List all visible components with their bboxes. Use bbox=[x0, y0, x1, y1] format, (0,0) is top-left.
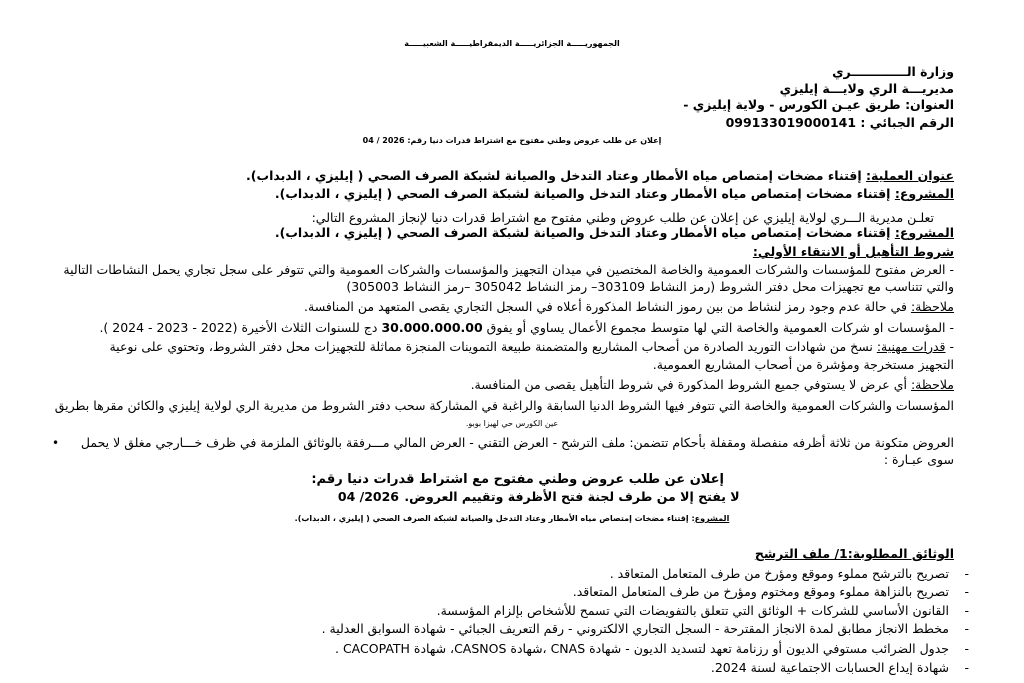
republic-title: الجمهوريـــــة الجزائريـــــة الديمقراطيـــــة الشعبيـــــة bbox=[404, 39, 620, 48]
operation-line bbox=[246, 168, 954, 183]
document-item: - تصريح بالترشح مملوء وموقع ومؤرخ من طرف المتعامل المتعاقد . bbox=[610, 566, 949, 581]
professional-line-2: التجهيز مستخرجة ومؤشرة من أصحاب المشاريع العمومية. bbox=[652, 357, 954, 372]
directorate-name: مديريـــة الري ولايـــة إيليزي bbox=[779, 81, 954, 96]
tax-id-label: الرقم الجبائي : bbox=[860, 115, 954, 130]
project-value-1: إقتناء مضخات إمتصاص مياه الأمطار وعتاد التدخل والصيانة لشبكة الصرف الصحي ( إيليزي ، الدبداب). bbox=[274, 186, 891, 201]
finance-amount: 30.000.000.00 bbox=[381, 320, 483, 335]
finance-text-a: المؤسسات او شركات العمومية والخاصة التي لها متوسط مجموع الأعمال يساوي أو يفوق bbox=[486, 320, 946, 335]
tax-id-line bbox=[726, 115, 954, 130]
documents-heading: الوثائق المطلوبة:1/ ملف الترشح bbox=[754, 546, 954, 561]
project-line-1 bbox=[275, 186, 954, 201]
envelope-title-text: إعلان عن طلب عروض وطني مفتوح مع اشتراط قدرات دنيا رقم: bbox=[311, 472, 724, 487]
announcement-title-text: إعلان عن طلب عروض وطني مفتوح مع اشتراط قدرات دنيا رقم: bbox=[407, 136, 662, 145]
project-line-2 bbox=[275, 225, 954, 240]
document-item: - جدول الضرائب مستوفي الديون أو رزنامة تعهد لتسديد الديون - شهادة CNAS ،شهادة CASNOS، شهادة CACOPATH . bbox=[335, 641, 949, 656]
document-item: - مخطط الانجاز مطابق لمدة الانجاز المقترحة - السجل التجاري الالكتروني - رقم التعريف الجبائي - شهادة السوابق العدلية . bbox=[322, 621, 949, 636]
qualification-line-1-text: العرض مفتوح للمؤسسات والشركات العمومية والخاصة المختصين في ميدان التجهيز والمؤسسات والشركات العمومية والتي تتوفر على سجل تجاري يحمل النشاطات التالية bbox=[63, 262, 946, 277]
note-1-label: ملاحظة: bbox=[910, 299, 954, 314]
operation-label: عنوان العملية: bbox=[866, 168, 954, 183]
intro-text: تعلـن مديرية الـــري لولاية إيليزي عن إعلان عن طلب عروض وطني مفتوح مع اشتراط قدرات دنيا لإنجاز المشروع التالي: bbox=[311, 210, 934, 225]
offers-line-1: العروض متكونة من ثلاثة أظرفه منفصلة ومقفلة بأحكام تتضمن: ملف الترشح - العرض التقني - العرض المالي مـــرفقة بالوثائق الملزمة في ظرف خـــارجي مغلق لا يحمل bbox=[80, 435, 954, 450]
finance-line: - المؤسسات او شركات العمومية والخاصة التي لها متوسط مجموع الأعمال يساوي أو يفوق 30.000.000.00 دج للسنوات الثلاث الأخيرة (2022 - 2023 - 2024 ). bbox=[99, 320, 954, 335]
note-1 bbox=[304, 299, 954, 314]
envelope-project-value: : إقتناء مضخات إمتصاص مياه الأمطار وعتاد التدخل والصيانة لشبكة الصرف الصحي ( إيليزي ، الدبداب). bbox=[294, 514, 695, 523]
announcement-title bbox=[0, 133, 1024, 148]
document-item: - القانون الأساسي للشركات + الوثائق التي تتعلق بالتفويضات التي تسمح للأشخاص بإلزام المؤسسة. bbox=[437, 603, 949, 618]
professional-text-1: نسخ من شهادات التوريد الصادرة من أصحاب المشاريع والمتضمنة طبيعة التموينات المنجزة مماثلة للتجهيزات محل دفتر الشروط، وتحتوي على نوعية bbox=[109, 339, 873, 354]
document-item: - شهادة إيداع الحسابات الاجتماعية لسنة 2024. bbox=[711, 660, 949, 675]
envelope-project-label: المشروع bbox=[694, 514, 730, 523]
tax-id-value: 099133019000141 bbox=[725, 115, 857, 130]
note-2-label: ملاحظة: bbox=[910, 377, 954, 392]
withdrawal-line-1: المؤسسات والشركات العمومية والخاصة التي تتوفر فيها الشروط الدنيا السابقة والراغبة في المشاركة سحب دفتر الشروط من مديرية الري لولاية إيليزي والكائن مقرها بطريق bbox=[54, 398, 954, 413]
envelope-title bbox=[311, 472, 724, 487]
address-value: طريق عيـن الكورس - ولاية إيليزي - bbox=[683, 97, 901, 112]
professional-line-1: - قدرات مهنية: نسخ من شهادات التوريد الصادرة من أصحاب المشاريع والمتضمنة طبيعة التموينات المنجزة مماثلة للتجهيزات محل دفتر الشروط، وتحتوي على نوعية bbox=[109, 339, 954, 354]
address-label: العنوان: bbox=[905, 97, 954, 112]
qualification-line-2: والتي تتناسب مع تجهيزات محل دفتر الشروط (رمز النشاط 303109– رمز النشاط 305042 –رمز النشاط 305003) bbox=[346, 279, 954, 294]
address-line bbox=[683, 97, 954, 112]
project-label-1: المشروع: bbox=[894, 186, 954, 201]
announcement-number: 2026 / 04 bbox=[362, 136, 405, 145]
note-2 bbox=[471, 377, 954, 392]
offers-line-2: سوى عبـارة : bbox=[883, 452, 954, 467]
project-value-2: إقتناء مضخات إمتصاص مياه الأمطار وعتاد التدخل والصيانة لشبكة الصرف الصحي ( إيليزي ، الدبداب). bbox=[274, 225, 891, 240]
finance-text-b: دج للسنوات الثلاث الأخيرة (2022 - 2023 - 2024 ). bbox=[99, 320, 378, 335]
envelope-do-not-open: لا يفتح إلا من طرف لجنة فتح الأظرفة وتقييم العروض. bbox=[404, 489, 740, 504]
qualification-heading: شروط التأهيل أو الانتقاء الأولي: bbox=[752, 244, 954, 259]
project-label-2: المشروع: bbox=[894, 225, 954, 240]
operation-value: إقتناء مضخات إمتصاص مياه الأمطار وعتاد التدخل والصيانة لشبكة الصرف الصحي ( إيليزي ، الدبداب). bbox=[246, 168, 862, 183]
bullet-dot: • bbox=[52, 436, 60, 450]
document-item: - تصريح بالنزاهة مملوء وموقع ومختوم ومؤرخ من طرف المتعامل المتعاقد. bbox=[573, 584, 949, 599]
ministry-name: وزارة الـــــــــــــري bbox=[832, 64, 954, 79]
envelope-project bbox=[0, 511, 1024, 526]
envelope-number: 2026/ 04 bbox=[337, 489, 399, 504]
note-2-text: أي عرض لا يستوفي جميع الشروط المذكورة في شروط التأهيل يقصى من المنافسة. bbox=[470, 377, 907, 392]
professional-label: قدرات مهنية: bbox=[876, 339, 946, 354]
withdrawal-line-2: عين الكورس حي لهيزا بوبو. bbox=[465, 419, 559, 428]
qualification-line-1: - العرض مفتوح للمؤسسات والشركات العمومية والخاصة المختصين في ميدان التجهيز والمؤسسات والشركات العمومية والتي تتوفر على سجل تجاري يحمل النشاطات التالية bbox=[63, 262, 954, 277]
note-1-text: في حالة عدم وجود رمز لنشاط من بين رموز النشاط المذكورة أعلاه في السجل التجاري يقصى المتعهد من المنافسة. bbox=[304, 299, 907, 314]
